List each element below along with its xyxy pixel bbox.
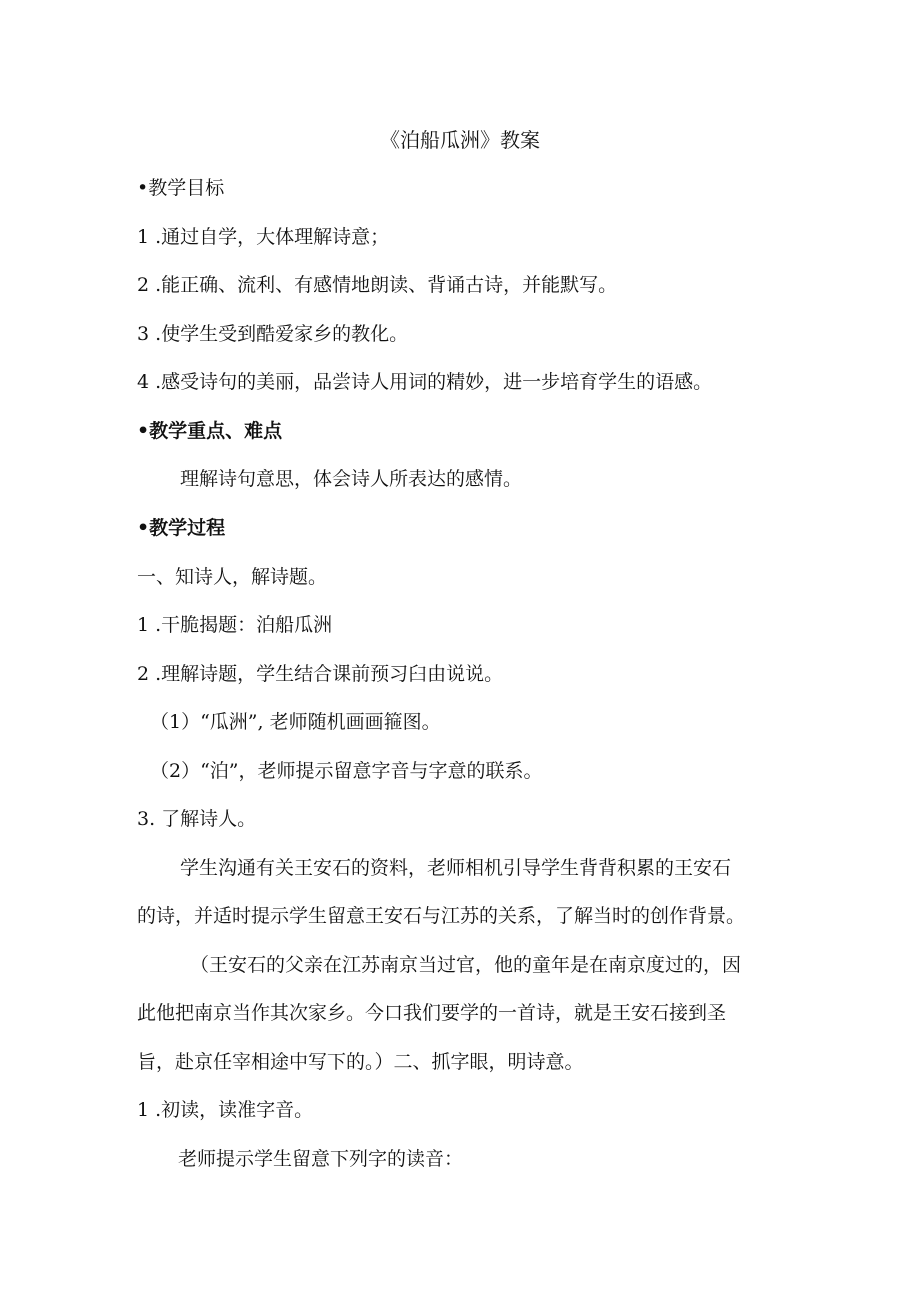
step-item: 2 .理解诗题，学生结合课前预习臼由说说。 [137,663,504,685]
key-points-text: 理解诗句意思，体会诗人所表达的感情。 [180,468,523,490]
section-heading-key-points: •教学重点、难点 [137,420,283,442]
paragraph-line: （王安石的父亲在江苏南京当过官，他的童年是在南京度过的，因 [190,954,742,976]
section-heading-goals: •教学目标 [137,177,225,199]
step-item: 1 .干脆揭题：泊船瓜洲 [137,614,333,636]
goal-item: 3 .使学生受到酷爱家乡的教化。 [137,323,409,345]
paragraph-line: 的诗，并适时提示学生留意王安石与江苏的关系，了解当时的创作背景。 [137,905,746,927]
document-title: 《泊船瓜洲》教案 [380,128,540,152]
goal-item: 4 .感受诗句的美丽，品尝诗人用词的精妙，进一步培育学生的语感。 [137,371,713,393]
section-heading-process: •教学过程 [137,517,226,539]
paragraph-line: 旨，赴京任宰相途中写下的。）二、抓字眼，明诗意。 [137,1051,584,1073]
goal-item: 2 .能正确、流利、有感情地朗读、背诵古诗，并能默写。 [137,274,618,296]
step-item: 1 .初读，读准字音。 [137,1099,314,1121]
step-item: 3. 了解诗人。 [137,808,257,830]
paragraph-line: 老师提示学生留意下列字的读音： [178,1148,464,1170]
paragraph-line: 学生沟通有关王安石的资料，老师相机引导学生背背积累的王安石 [180,857,732,879]
goal-item: 1 .通过自学，大体理解诗意； [137,226,390,248]
step-heading: 一、知诗人，解诗题。 [137,566,328,588]
sub-item: （1）“瓜洲”, 老师随机画画箍图。 [150,711,441,733]
paragraph-line: 此他把南京当作其次家乡。今口我们要学的一首诗，就是王安石接到圣 [137,1002,727,1024]
sub-item: （2）“泊”，老师提示留意字音与字意的联系。 [150,760,543,782]
